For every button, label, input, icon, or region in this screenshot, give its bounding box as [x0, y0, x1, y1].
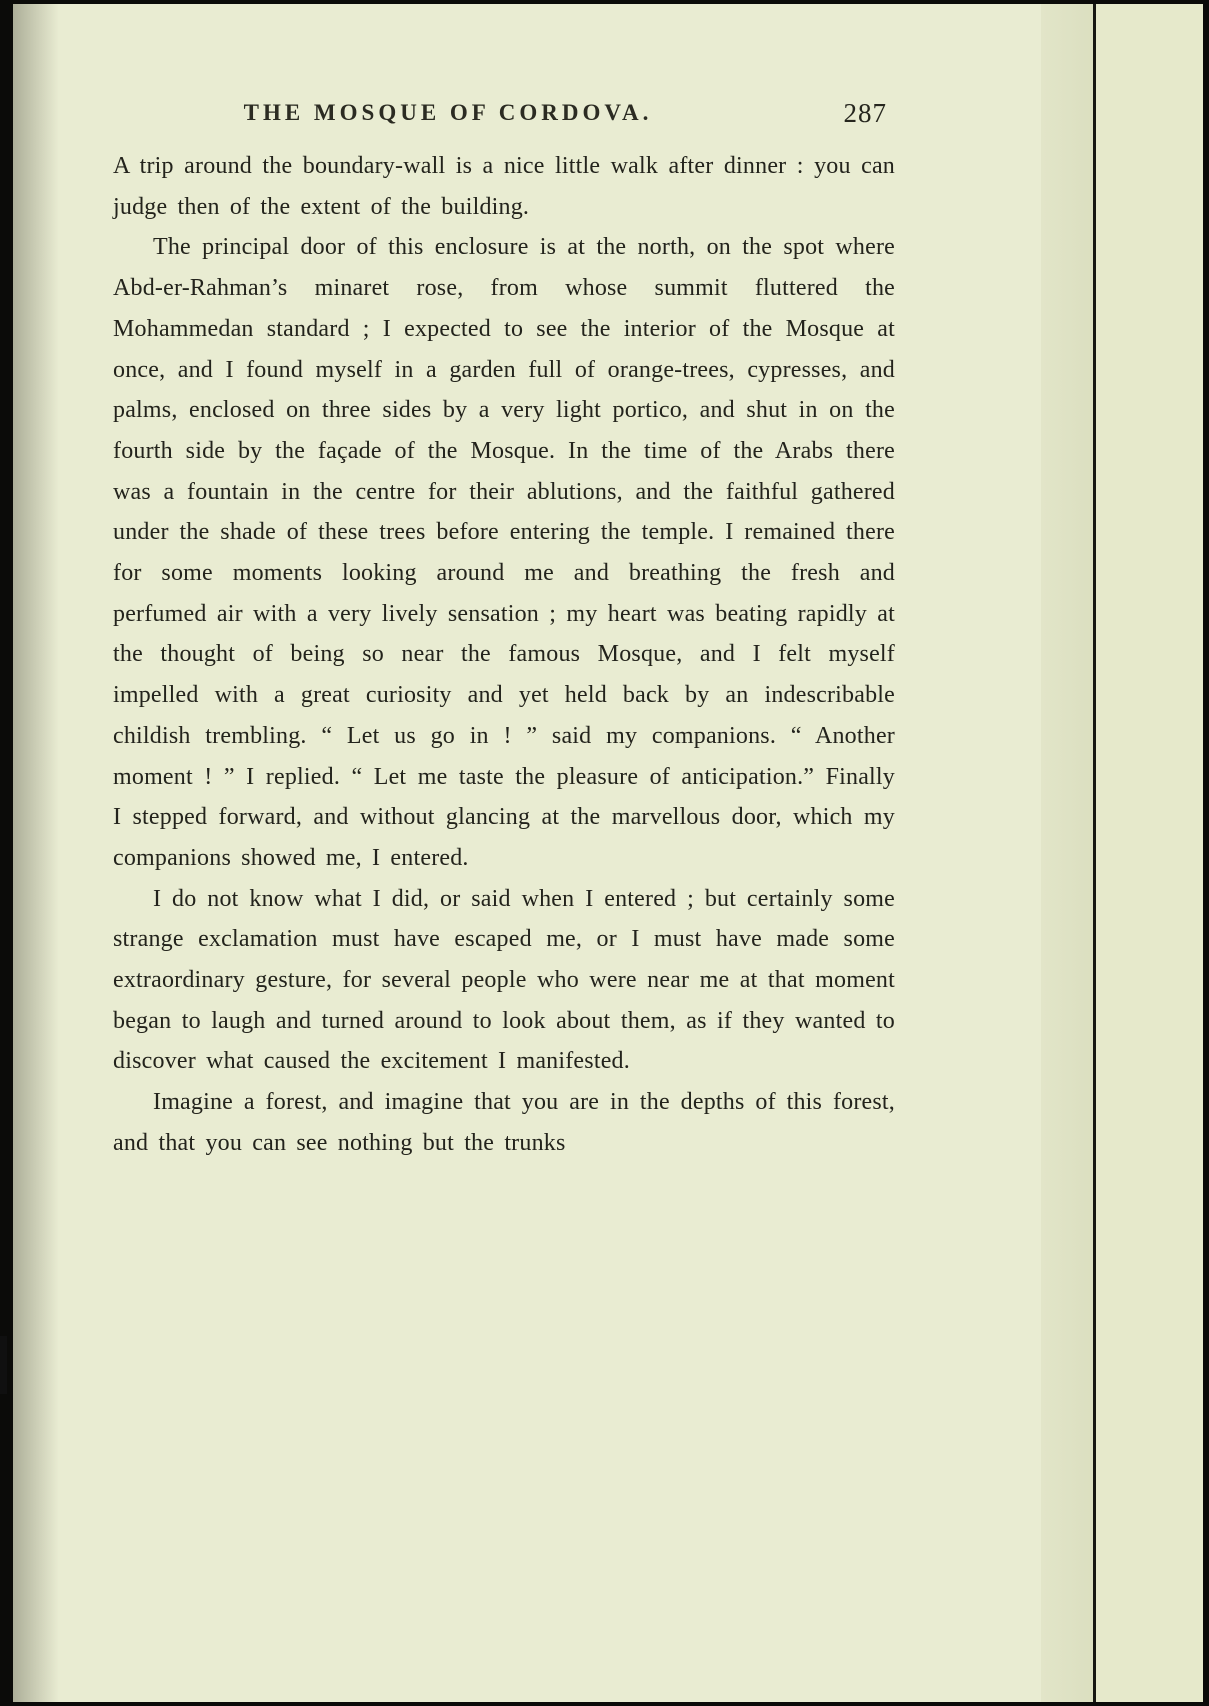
running-title: THE MOSQUE OF CORDOVA.: [243, 100, 653, 125]
scan-edge-mark: [0, 1336, 7, 1394]
page-body: [113, 146, 895, 1164]
paragraph: A trip around the boundary-wall is a nice little walk after dinner : you can judge then of the extent of the building.: [113, 153, 895, 220]
binding-shadow: [13, 4, 59, 1702]
paragraph: I do not know what I did, or said when I entered ; but certainly some strange exclamation must have escaped me, or I must have made some extraordinary gesture, for several people who were near me at that moment began to laugh and turned around to look about them, as if they wanted to discover what caused the excitement I manifested.: [113, 885, 895, 1075]
page-edge-strip: [1041, 4, 1093, 1702]
paragraph: Imagine a forest, and imagine that you are in the depths of this forest, and that you can see nothing but the trunks: [113, 1089, 895, 1156]
page-edge-outer: [1096, 4, 1203, 1702]
page-number: 287: [843, 98, 887, 128]
paragraph: The principal door of this enclosure is at the north, on the spot where Abd-er-Rahman’s minaret rose, from whose summit fluttered the Mohammedan standard ; I expected to see the interior of the Mosque at once, and I found myself in a garden full of orange-trees, cypresses, and palms, enclosed on three sides by a very light portico, and shut in on the fourth side by the façade of the Mosque. In the time of the Arabs there was a fountain in the centre for their ablutions, and the faithful gathered under the shade of these trees before entering the temple. I remained there for some moments looking around me and breathing the fresh and perfumed air with a very lively sensation ; my heart was beating rapidly at the thought of being so near the famous Mosque, and I felt myself impelled with a great curiosity and yet held back by an indescribable childish trembling. “ Let us go in ! ” said my companions. “ Another moment ! ” I replied. “ Let me taste the pleasure of anticipation.” Finally I stepped forward, and without glancing at the marvellous door, which my companions showed me, I entered.: [113, 234, 895, 871]
book-page: [13, 4, 1203, 1702]
page-header: [113, 100, 893, 134]
